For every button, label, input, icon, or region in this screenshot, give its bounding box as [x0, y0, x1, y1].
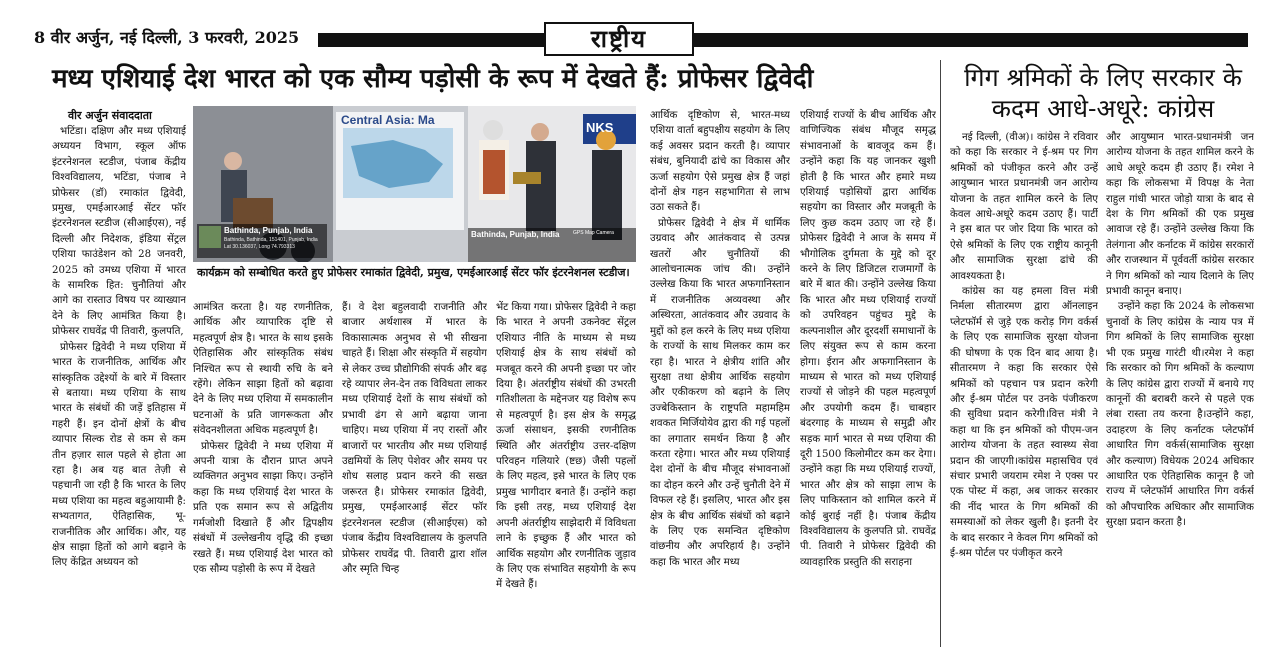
- paragraph: भेंट किया गया। प्रोफेसर द्विवेदी ने कहा कि भारत ने अपनी उकनेक्ट सेंट्रल एशियाउ नीति के माध्यम से मध्य एशियाई क्षेत्र के साथ संबंधों को मजबूत करने की अपनी इच्छा पर जोर दिया है। अंतर्राष्ट्रीय संबंधों की उभरती गतिशीलता के मद्देनजर यह विशेष रूप से महत्वपूर्ण है। इस क्षेत्र के समृद्ध ऊर्जा संसाधन, इसकी रणनीतिक स्थिति और अंतर्राष्ट्रीय उत्तर-दक्षिण परिवहन गलियारे (ष्टछ) जैसी पहलों के लिए महत्व, इसे भारत के लिए एक प्रमुख भागीदार बनाते हैं। उन्होंने कहा कि इसी तरह, मध्य एशियाई देश अपनी अंतर्राष्ट्रीय साझेदारी में विविधता लाने के इच्छुक हैं और भारत को आर्थिक सहयोग और रणनीतिक जुड़ाव के लिए एक संभावित सहयोगी के रूप में देखते हैं।: [496, 302, 636, 591]
- paragraph: आमंत्रित करता है। यह रणनीतिक, आर्थिक और व्यापारिक दृष्टि से महत्वपूर्ण क्षेत्र है। भारत के साथ इसके ऐतिहासिक और सांस्कृतिक संबंध निश्चित रूप से स्थायी रुचि के बने रहेंगे। लेकिन साझा हितों को बढ़ावा देने के लिए मध्य एशिया में समकालीन घटनाओं के प्रति जागरूकता और संवेदनशीलता अधिक महत्वपूर्ण है।: [193, 302, 333, 437]
- paragraph: आर्थिक दृष्टिकोण से, भारत-मध्य एशिया वार्ता बहुपक्षीय सहयोग के लिए कई अवसर प्रदान करती है। व्यापार संबंध, बुनियादी ढांचे का विकास और ऊर्जा सहयोग ऐसे प्रमुख क्षेत्र हैं जहां दोनों क्षेत्र गहन सहभागिता से लाभ उठा सकते हैं।: [650, 110, 790, 214]
- screen-title: Central Asia: Ma: [341, 113, 435, 127]
- side-story-column-1: [950, 130, 1098, 647]
- banner-text: NKS: [586, 120, 614, 135]
- photo-caption: कार्यक्रम को सम्बोधित करते हुए प्रोफेसर रमाकांत द्विवेदी, प्रमुख, एमईआरआई सेंटर फॉर इंटरनेशनल स्टडीज।: [197, 266, 630, 279]
- geotag-left: Bathinda, Punjab, India: [224, 226, 313, 235]
- paragraph: प्रोफेसर द्विवेदी ने मध्य एशिया में भारत के राजनीतिक, आर्थिक और सांस्कृतिक उद्देश्यों के बारे में विस्तार से बताया। मध्य एशिया के साथ भारत के संबंधों की जड़ें इतिहास में गहरी हैं। इन दोनों क्षेत्रों के बीच व्यापार सिल्क रोड से कम से कम तीन हज़ार साल पहले से होता आ रहा है। अब यह बात तेज़ी से पहचानी जा रही है कि भारत के लिए मध्य एशिया का महत्व बहुआयामी है: सभ्यतागत, ऐतिहासिक, भू-राजनीतिक और आर्थिक। और, यह क्षेत्र साझा हितों को आगे बढ़ाने के लिए केंद्रित अध्ययन को: [52, 341, 186, 569]
- byline: वीर अर्जुन संवाददाता: [68, 109, 152, 122]
- paragraph: प्रोफेसर द्विवेदी ने क्षेत्र में धार्मिक उग्रवाद और आतंकवाद से उत्पन्न खतरों और चुनौतियों की आलोचनात्मक जांच की। उन्होंने उल्लेख किया कि भारत अफगानिस्तान में राजनीतिक अव्यवस्था और अस्थिरता, आतंकवाद और उग्रवाद के मुद्दों को हल करने के लिए मध्य एशिया के राज्यों के साथ मिलकर काम कर रहा है। भारत ने क्षेत्रीय शांति और सुरक्षा तथा क्षेत्रीय आर्थिक सहयोग और एकीकरण को बढ़ाने के लिए उज्बेकिस्तान के राष्ट्रपति महामहिम शवकत मिर्जियोयेव द्वारा की गई पहलों का लगातार समर्थन किया है और करता रहेगा। भारत और मध्य एशियाई देश दोनों के बीच मौजूद संभावनाओं का दोहन करने और उन्हें चुनौती देने में विफल रहे हैं। इसलिए, भारत और इस क्षेत्र के बीच आर्थिक संबंधों को बढ़ाने के लिए एक समन्वित दृष्टिकोण वांछनीय और अपरिहार्य है। उन्होंने कहा कि भारत और मध्य: [650, 217, 790, 568]
- main-story-column-4: [496, 300, 636, 647]
- paragraph: और आयुष्मान भारत-प्रधानमंत्री जन आरोग्य योजना के तहत शामिल करने के आधे अधूरे कदम ही उठाए हैं। रमेश ने कहा कि लोकसभा में विपक्ष के नेता राहुल गांधी भारत जोड़ो यात्रा के बाद से देश के गिग श्रमिकों की एक प्रमुख आवाज रहे हैं। उन्होंने उल्लेख किया कि तेलंगाना और कर्नाटक में कांग्रेस सरकारों और राजस्थान में पूर्ववर्ती कांग्रेस सरकार ने गिग श्रमिकों को न्याय दिलाने के लिए प्रभावी कानून बनाए।: [1106, 132, 1254, 298]
- side-headline: गिग श्रमिकों के लिए सरकार के कदम आधे-अधूरे: कांग्रेस: [964, 63, 1242, 123]
- geotag-right: Bathinda, Punjab, India: [471, 230, 560, 239]
- paragraph: कांग्रेस का यह हमला वित्त मंत्री निर्मला सीतारमण द्वारा ऑनलाइन प्लेटफॉर्म से जुड़े एक करोड़ गिग वर्कर्स के लिए एक सामाजिक सुरक्षा योजना की घोषणा के एक दिन बाद आया है। सीतारमण ने कहा कि सरकार ऐसे श्रमिकों को पहचान पत्र प्रदान करेगी और ई-श्रम पोर्टल पर उनके पंजीकरण की सुविधा प्रदान करेगी।वित्त मंत्री ने कहा था कि इन श्रमिकों को पीएम-जन आरोग्य योजना के तहत स्वास्थ्य सेवा प्रदान की जाएगी।कांग्रेस महासचिव एवं संचार प्रभारी जयराम रमेश ने एक्स पर एक पोस्ट में कहा, अब जाकर सरकार की नींद भारत के गिग श्रमिकों की समस्याओं को लेकर खुली है। इतनी देर के बाद सरकार ने केवल गिग श्रमिकों को ई-श्रम पोर्टल पर पंजीकृत करने: [950, 286, 1098, 559]
- paragraph: नई दिल्ली, (वीअ)। कांग्रेस ने रविवार को कहा कि सरकार ने ई-श्रम पर गिग श्रमिकों को पंजीकृत करने और उन्हें आयुष्मान भारत प्रधानमंत्री जन आरोग्य योजना के तहत शामिल करने के लिए केवल आधे-अधूरे कदम उठाए हैं। पार्टी ने इस बात पर जोर दिया कि भारत को ऐसे श्रमिकों के लिए एक राष्ट्रीय कानूनी और सामाजिक सुरक्षा ढांचे की आवश्यकता है।: [950, 132, 1098, 282]
- main-story-column-6: [800, 108, 936, 647]
- masthead-rule-right: [694, 33, 1248, 47]
- geotag-left-detail: Bathinda, Bathinda, 151401, Punjab, India: [224, 237, 318, 243]
- paragraph: हैं। वे देश बहुलवादी राजनीति और बाजार अर्थशास्त्र में भारत के विकासात्मक अनुभव से भी सीखना चाहते हैं। शिक्षा और संस्कृति में सहयोग से लेकर उच्च प्रौद्योगिकी संपर्क और बढ़ रहे व्यापार लेन-देन तक विविधता लाकर मध्य एशियाई देशों के साथ संबंधों को प्रभावी ढंग से आगे बढ़ाया जाना चाहिए। मध्य एशिया में नए रास्तों और बाजारों पर भारतीय और मध्य एशियाई उद्यमियों के लिए पेशेवर और समय पर शोध सलाह प्रदान करने की सख्त जरूरत है। प्रोफेसर रमाकांत द्विवेदी, प्रमुख, एमईआरआई सेंटर फॉर इंटरनेशनल स्टडीज (सीआईएस) को पंजाब केंद्रीय विश्वविद्यालय के कुलपति प्रोफेसर राघवेंद्र पी. तिवारी द्वारा शॉल और स्मृति चिन्ह: [342, 302, 487, 575]
- gps-badge: GPS Map Camera: [573, 230, 614, 236]
- geotag-left-coords: Lat 30.136037, Long 74.793313: [224, 244, 295, 250]
- main-headline: मध्य एशियाई देश भारत को एक सौम्य पड़ोसी के रूप में देखते हैं: प्रोफेसर द्विवेदी: [52, 64, 814, 94]
- paragraph: एशियाई राज्यों के बीच आर्थिक और वाणिज्यिक संबंध मौजूद समृद्ध संभावनाओं के बावजूद कम हैं। उन्होंने कहा कि यह जानकर खुशी होती है कि भारत और हमारे मध्य एशियाई पड़ोसियों द्वारा आर्थिक सहयोग का विस्तार और मजबूती के लिए कुछ कदम उठाए जा रहे हैं। प्रोफेसर द्विवेदी ने आज के समय में भौगोलिक दुर्गमता के मुद्दे को दूर करने के लिए डिजिटल राजमार्गों के बारे में बात की। उन्होंने उल्लेख किया कि भारत और मध्य एशियाई राज्यों को उपरिवहन पहुंचउ मुद्दे के कल्पनाशील और दूरदर्शी समाधानों के लिए संयुक्त रूप से काम करना होगा। ईरान और अफगानिस्तान के माध्यम से भारत को मध्य एशियाई राज्यों से जोड़ने की पहल महत्वपूर्ण और उपयोगी कदम हैं। चाबहार बंदरगाह के माध्यम से समुद्री और सड़क मार्ग भारत से मध्य एशिया की दूरी 1500 किलोमीटर कम कर देगा। उन्होंने कहा कि मध्य एशियाई राज्यों, भारत और क्षेत्र को साझा लाभ के लिए पाकिस्तान को शामिल करने में कोई बुराई नहीं है। पंजाब केंद्रीय विश्वविद्यालय के कुलपति प्रो. राघवेंद्र पी. तिवारी ने प्रोफेसर द्विवेदी की व्यावहारिक प्रस्तुति की सराहना: [800, 110, 936, 568]
- page-info: 8 वीर अर्जुन, नई दिल्ली, 3 फरवरी, 2025: [34, 28, 300, 47]
- masthead-rule-left: [318, 33, 544, 47]
- side-story-column-2: [1106, 130, 1254, 647]
- main-story-column-1: [52, 124, 186, 647]
- side-story-divider: [940, 60, 941, 647]
- main-story-column-2: [193, 300, 333, 647]
- main-story-column-3: [342, 300, 487, 647]
- paragraph: उन्होंने कहा कि 2024 के लोकसभा चुनावों के लिए कांग्रेस के न्याय पत्र में गिग श्रमिकों के लिए सामाजिक सुरक्षा भी एक प्रमुख गारंटी थी।रमेश ने कहा कि सरकार को गिग श्रमिकों के कल्याण के लिए कांग्रेस द्वारा राज्यों में बनाये गए कानूनों की बराबरी करने से पहले एक लंबा रास्ता तय करना है।उन्होंने कहा, उदाहरण के लिए कर्नाटक प्लेटफॉर्म आधारित गिग वर्कर्स(सामाजिक सुरक्षा और कल्याण) विधेयक 2024 अधिकार आधारित एक ऐतिहासिक कानून है जो राज्य में प्लेटफॉर्म आधारित गिग वर्कर्स को औपचारिक अधिकार और सामाजिक सुरक्षा प्रदान करता है।: [1106, 301, 1254, 529]
- event-photo: [193, 106, 636, 262]
- paragraph: भटिंडा। दक्षिण और मध्य एशियाई अध्ययन विभाग, स्कूल ऑफ इंटरनेशनल स्टडीज, पंजाब केंद्रीय विश्वविद्यालय, भटिंडा, पंजाब ने प्रोफेसर (डॉ) रमाकांत द्विवेदी, प्रमुख, एमईआरआई सेंटर फॉर इंटरनेशनल स्टडीज (सीआईएस), नई दिल्ली और निदेशक, इंडिया सेंट्रल एशिया फाउंडेशन को 28 जनवरी, 2025 को उमध्य एशिया में भारत के सामरिक हित: चुनौतियां और आगे का रास्ताउ विषय पर व्याख्यान देने के लिए आमंत्रित किया है। प्रोफेसर राघवेंद्र पी तिवारी, कुलपति,: [52, 126, 186, 338]
- section-title: राष्ट्रीय: [544, 22, 694, 56]
- paragraph: प्रोफेसर द्विवेदी ने मध्य एशिया में अपनी यात्रा के दौरान प्राप्त अपने व्यक्तिगत अनुभव साझा किए। उन्होंने कहा कि मध्य एशियाई देश भारत के प्रति एक समान रूप से अद्वितीय गर्मजोशी दिखाते हैं और द्विपक्षीय संबंधों में उल्लेखनीय वृद्धि की इच्छा रखते हैं। मध्य एशियाई देश भारत को एक सौम्य पड़ोसी के रूप में देखते: [193, 440, 333, 575]
- main-story-column-5: [650, 108, 790, 647]
